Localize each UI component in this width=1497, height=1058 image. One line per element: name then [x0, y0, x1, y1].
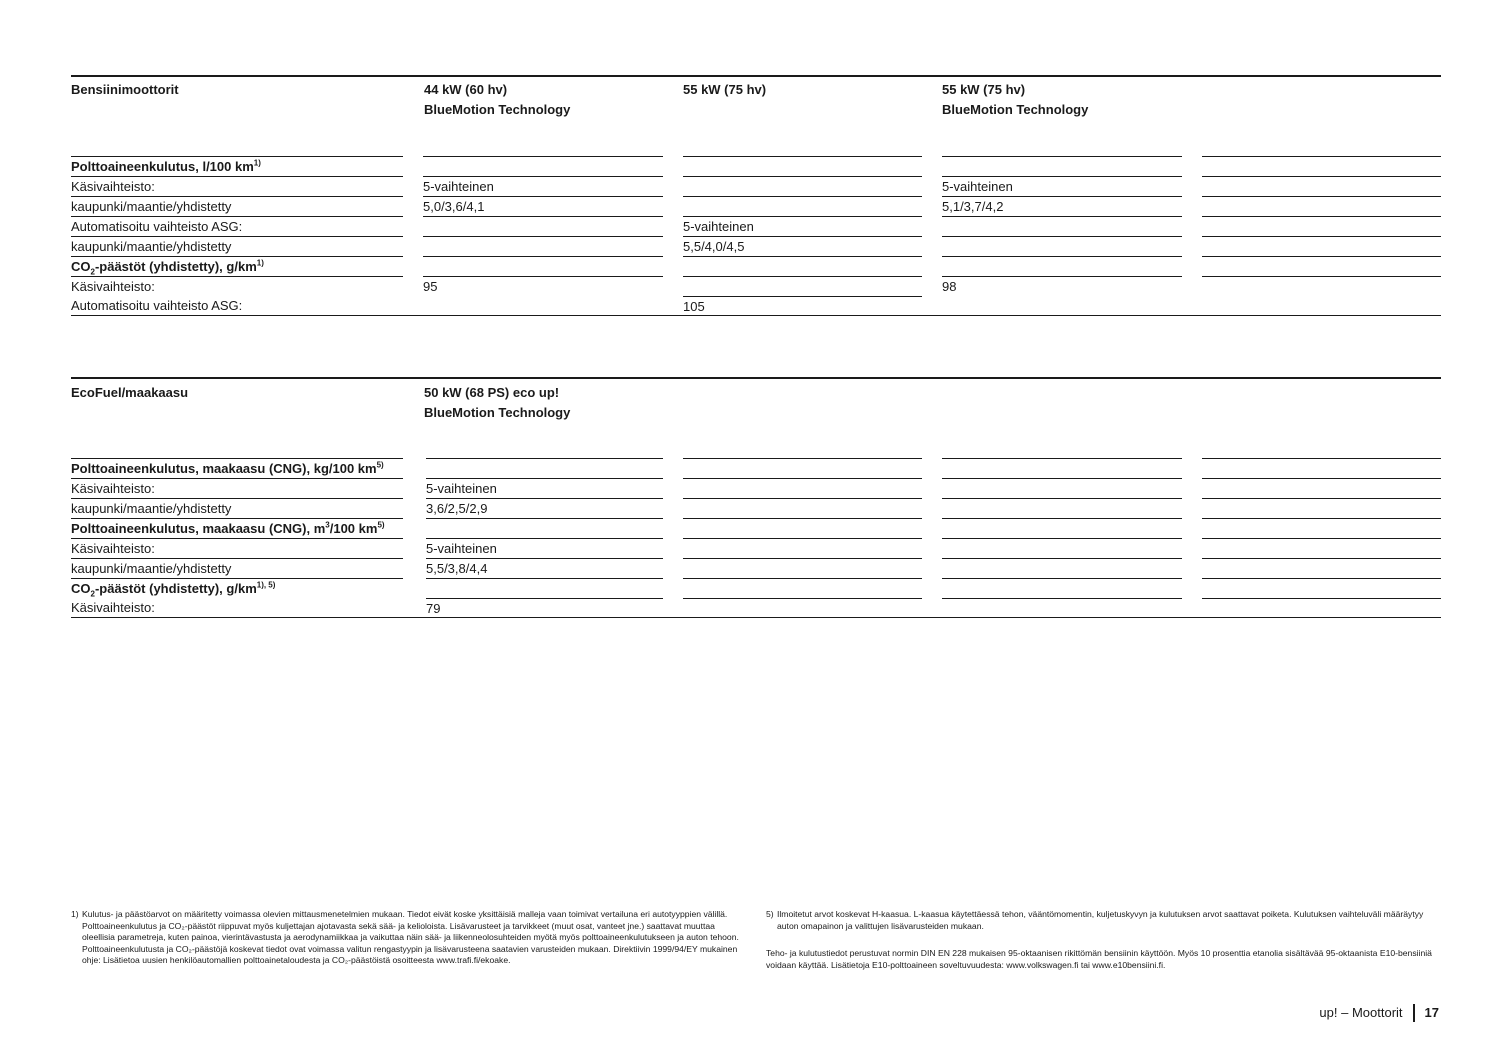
- cell-value: 5,5/4,0/4,5: [683, 236, 922, 256]
- footnote-5: 5) Ilmoitetut arvot koskevat H-kaasua. L-kaasua käytettäessä tehon, vääntömomentin, kuljetuskyvyn ja kulutuksen arvot saattavat poiketa. Kulutuksen vaihteluväli määräytyy auton omapainon ja valittujen lisävarusteiden mukaan.: [766, 909, 1424, 931]
- row-label: Käsivaihteisto:: [71, 176, 403, 196]
- cell-value: [1202, 196, 1441, 216]
- cell-value: [942, 578, 1182, 598]
- table-row: [71, 558, 1441, 578]
- table-title: EcoFuel/maakaasu: [71, 385, 189, 400]
- cell-value: [942, 256, 1182, 276]
- row-label: Automatisoitu vaihteisto ASG:: [71, 296, 1441, 316]
- cell-value: [942, 598, 1182, 618]
- table-row: [71, 538, 1441, 558]
- cell-value: [1202, 176, 1441, 196]
- table-row: [71, 458, 1441, 478]
- row-label: Polttoaineenkulutus, l/100 $km^{1)}$: [71, 156, 403, 176]
- row-label: Automatisoitu vaihteisto ASG:: [71, 216, 403, 236]
- cell-value: [423, 256, 663, 276]
- row-label: kaupunki/maantie/yhdistetty: [71, 196, 403, 216]
- cell-value: 5,0/3,6/4,1: [423, 196, 663, 216]
- table-row: [71, 256, 1441, 276]
- row-label: kaupunki/maantie/yhdistetty: [71, 558, 403, 578]
- row-label: Polttoaineenkulutus, maakaasu (CNG), kg/100 $km^{5)}$: [71, 458, 403, 478]
- cell-value: [683, 176, 922, 196]
- table-row: [71, 216, 1441, 236]
- cell-value: [1202, 156, 1441, 176]
- cell-value: [942, 538, 1182, 558]
- petrol-engines-table: [71, 75, 1441, 320]
- cell-value: [1202, 498, 1441, 518]
- table-row: [71, 156, 1441, 176]
- cell-value: [1202, 518, 1441, 538]
- cell-value: 5-vaihteinen: [423, 176, 663, 196]
- cell-value: [1202, 458, 1441, 478]
- cell-value: [1202, 598, 1441, 618]
- cell-value: 5-vaihteinen: [426, 478, 663, 498]
- cell-value: 98: [942, 276, 1182, 296]
- row-label: kaupunki/maantie/yhdistetty: [71, 498, 403, 518]
- cell-value: [683, 598, 922, 618]
- table-top-rule: [71, 377, 1441, 379]
- cell-value: [942, 296, 1182, 316]
- table-row: [71, 236, 1441, 256]
- footnote-1: 1) Kulutus- ja päästöarvot on määritetty voimassa olevien mittausmenetelmien mukaan. Tiedot eivät koske yksittäisiä malleja vaan toimivat vertailuna eri autotyyppien välillä. Polttoaineenkulutus ja CO₂-päästöt riippuvat myös kuljettajan ajotavasta sekä sää- ja kelioloista. Lisävarusteet ja tarvikkeet (muut osat, vanteet jne.) saattavat muuttaa oleellisia parametreja, kuten painoa, vierintävastusta ja aerodynamiikkaa ja vaikuttaa näin sää- ja liikenneolosuhteiden myötä myös polttoaineenkulutukseen ja auton tehoon. Polttoaineenkulutusta ja CO₂-päästöjä koskevat tiedot ovat voimassa valitun rengastyypin ja lisävarusteena saatavien varusteiden mukaan. Direktiivin 1999/94/EY mukainen ohje: Lisätietoa uusien henkilöautomallien polttoainetaloudesta ja CO₂-päästöistä osoitteesta www.trafi.fi/ekoake.: [71, 909, 739, 966]
- cell-value: [683, 578, 922, 598]
- column-header-2: 55 kW (75 hv): [683, 82, 767, 97]
- cell-value: 5,5/3,8/4,4: [426, 558, 663, 578]
- cell-value: [683, 518, 922, 538]
- cell-value: [942, 498, 1182, 518]
- row-label: Käsivaihteisto:: [71, 478, 403, 498]
- row-label: $CO_2$-päästöt (yhdistetty), $g/km^{1), 5)}$: [71, 578, 403, 598]
- row-label: Käsivaihteisto:: [71, 276, 403, 296]
- page-footer: [1319, 1004, 1439, 1022]
- table-top-rule: [71, 75, 1441, 77]
- cell-value: [683, 458, 922, 478]
- cell-value: 3,6/2,5/2,9: [426, 498, 663, 518]
- cell-value: [683, 478, 922, 498]
- cell-value: 79: [426, 598, 663, 618]
- cell-value: [1202, 276, 1441, 296]
- cell-value: 5,1/3,7/4,2: [942, 196, 1182, 216]
- cell-value: [683, 256, 922, 276]
- column-header-1: 50 kW (68 PS) eco up! BlueMotion Technology: [424, 385, 571, 420]
- table-row: [71, 518, 1441, 538]
- column-header-3: 55 kW (75 hv) BlueMotion Technology: [942, 82, 1089, 117]
- table-row: [71, 176, 1441, 196]
- cell-value: [423, 156, 663, 176]
- row-label: Polttoaineenkulutus, maakaasu (CNG), $m^3/100$ $km^{5)}$: [71, 518, 403, 538]
- column-header-1: 44 kW (60 hv) BlueMotion Technology: [424, 82, 571, 117]
- cell-value: [683, 156, 922, 176]
- section-name: up! – Moottorit: [1319, 1005, 1403, 1020]
- cell-value: [942, 478, 1182, 498]
- cell-value: [426, 458, 663, 478]
- cell-value: [426, 518, 663, 538]
- table-row: [71, 598, 1441, 618]
- table-title: Bensiinimoottorit: [71, 82, 179, 97]
- fuel-note: Teho- ja kulutustiedot perustuvat normin DIN EN 228 mukaisen 95-oktaanisen rikittömän bensiinin käyttöön. Myös 10 prosenttia etanolia sisältävää 95-oktaanista E10-bensiiniä voidaan käyttää. Lisätietoja E10-polttoaineen soveltuvuudesta: www.volkswagen.fi tai www.e10bensiini.fi.: [766, 948, 1432, 970]
- table-row: [71, 276, 1441, 296]
- cell-value: 5-vaihteinen: [683, 216, 922, 236]
- cell-value: [423, 296, 663, 316]
- cell-value: [683, 276, 922, 296]
- cell-value: [942, 518, 1182, 538]
- footer-divider: [1413, 1004, 1415, 1022]
- cell-value: [1202, 216, 1441, 236]
- cell-value: [426, 578, 663, 598]
- cell-value: [683, 558, 922, 578]
- cell-value: [423, 216, 663, 236]
- cell-value: 95: [423, 276, 663, 296]
- cell-value: [942, 236, 1182, 256]
- cell-value: [1202, 538, 1441, 558]
- cell-value: [683, 538, 922, 558]
- cell-value: [1202, 558, 1441, 578]
- cell-value: 5-vaihteinen: [426, 538, 663, 558]
- cell-value: 5-vaihteinen: [942, 176, 1182, 196]
- row-label: kaupunki/maantie/yhdistetty: [71, 236, 403, 256]
- ecofuel-table: [71, 377, 1441, 622]
- row-label: Käsivaihteisto:: [71, 538, 403, 558]
- row-label: Käsivaihteisto:: [71, 598, 1441, 618]
- cell-value: [1202, 478, 1441, 498]
- cell-value: [942, 558, 1182, 578]
- cell-value: [423, 236, 663, 256]
- cell-value: [942, 216, 1182, 236]
- cell-value: 105: [683, 296, 922, 316]
- cell-value: [683, 196, 922, 216]
- cell-value: [683, 498, 922, 518]
- cell-value: [942, 458, 1182, 478]
- cell-value: [1202, 578, 1441, 598]
- table-row: [71, 498, 1441, 518]
- table-row: [71, 296, 1441, 316]
- cell-value: [1202, 256, 1441, 276]
- table-row: [71, 578, 1441, 598]
- table-row: [71, 478, 1441, 498]
- table-row: [71, 196, 1441, 216]
- page-number: 17: [1424, 1005, 1439, 1020]
- cell-value: [1202, 236, 1441, 256]
- cell-value: [942, 156, 1182, 176]
- row-label: $CO_2$-päästöt (yhdistetty), $g/km^{1)}$: [71, 256, 403, 276]
